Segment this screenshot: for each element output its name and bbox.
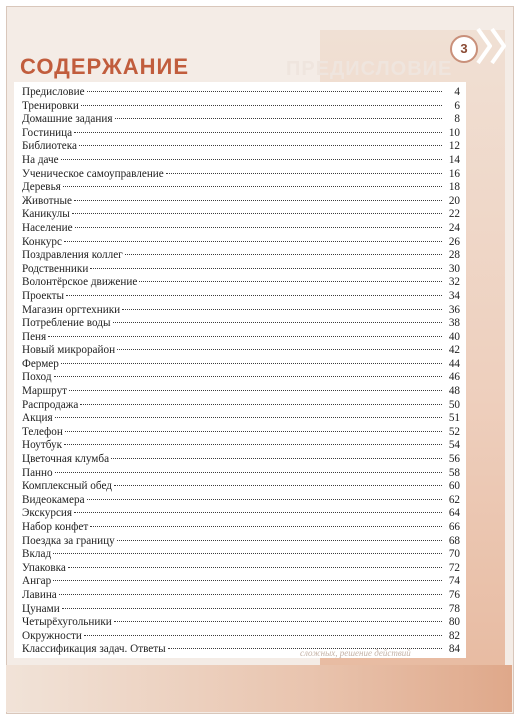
toc-entry[interactable] [22, 113, 460, 127]
dot-leader [75, 227, 442, 228]
toc-entry-title: Цветочная клумба [22, 453, 110, 466]
dot-leader [114, 485, 442, 486]
toc-entry-page: 72 [448, 561, 460, 574]
toc-entry-title: Поход [22, 371, 52, 384]
toc-entry-title: Окружности [22, 629, 82, 642]
toc-entry[interactable] [22, 467, 460, 481]
toc-entry-page: 74 [448, 575, 460, 588]
toc-entry-title: Классификация задач. Ответы [22, 643, 166, 656]
toc-entry[interactable] [22, 562, 460, 576]
toc-entry-page: 70 [448, 548, 460, 561]
dot-leader [74, 200, 442, 201]
toc-entry[interactable] [22, 371, 460, 385]
toc-entry[interactable] [22, 304, 460, 318]
dot-leader [113, 322, 443, 323]
dot-leader [62, 608, 442, 609]
toc-entry-page: 8 [454, 113, 460, 126]
toc-entry-page: 64 [448, 507, 460, 520]
toc-entry[interactable] [22, 290, 460, 304]
toc-entry-page: 20 [448, 194, 460, 207]
toc-entry-page: 58 [448, 466, 460, 479]
dot-leader [64, 241, 442, 242]
toc-entry[interactable] [22, 344, 460, 358]
toc-entry-page: 84 [448, 643, 460, 656]
toc-entry[interactable] [22, 494, 460, 508]
toc-entry-title: Акция [22, 412, 53, 425]
toc-entry[interactable] [22, 630, 460, 644]
toc-entry[interactable] [22, 236, 460, 250]
toc-entry-title: Ученическое самоуправление [22, 167, 164, 180]
toc-entry-page: 6 [454, 99, 460, 112]
toc-entry[interactable] [22, 548, 460, 562]
toc-entry-title: Поздравления коллег [22, 249, 123, 262]
toc-entry[interactable] [22, 263, 460, 277]
toc-entry-page: 54 [448, 439, 460, 452]
toc-entry-page: 56 [448, 453, 460, 466]
toc-entry-title: Панно [22, 466, 53, 479]
dot-leader [111, 458, 442, 459]
toc-entry[interactable] [22, 399, 460, 413]
toc-entry-page: 38 [448, 317, 460, 330]
toc-entry-page: 12 [448, 140, 460, 153]
page-number-badge: 3 [450, 35, 478, 63]
dot-leader [166, 173, 442, 174]
toc-entry-page: 42 [448, 344, 460, 357]
toc-entry-title: Конкурс [22, 235, 62, 248]
toc-entry-page: 68 [448, 534, 460, 547]
toc-entry-title: Маршрут [22, 385, 68, 398]
toc-entry[interactable] [22, 140, 460, 154]
dot-leader [63, 186, 442, 187]
dot-leader [68, 567, 442, 568]
toc-entry-page: 46 [448, 371, 460, 384]
dot-leader [80, 404, 442, 405]
toc-entry[interactable] [22, 222, 460, 236]
dot-leader [61, 363, 442, 364]
toc-entry[interactable] [22, 535, 460, 549]
dot-leader [53, 553, 442, 554]
dot-leader [139, 281, 442, 282]
toc-entry-title: Родственники [22, 262, 89, 275]
toc-entry-page: 78 [448, 602, 460, 615]
toc-entry-page: 18 [448, 181, 460, 194]
dot-leader [64, 444, 442, 445]
dot-leader [84, 635, 442, 636]
dot-leader [74, 512, 442, 513]
toc-entry-title: Видеокамера [22, 493, 85, 506]
toc-entry-page: 51 [448, 412, 460, 425]
toc-entry-page: 52 [448, 425, 460, 438]
toc-entry-title: Пеня [22, 330, 47, 343]
toc-entry-title: Набор конфет [22, 521, 89, 533]
dot-leader [65, 431, 442, 432]
toc-entry[interactable] [22, 603, 460, 617]
toc-entry-page: 24 [448, 221, 460, 234]
dot-leader [115, 118, 443, 119]
toc-entry-page: 50 [448, 398, 460, 411]
dot-leader [117, 540, 442, 541]
toc-entry-title: Тренировки [22, 99, 79, 112]
toc-entry-title: Домашние задания [22, 113, 113, 126]
toc-entry[interactable] [22, 276, 460, 290]
dot-leader [90, 268, 442, 269]
toc-entry[interactable] [22, 453, 460, 467]
dot-leader [117, 349, 442, 350]
toc-entry-title: Проекты [22, 289, 65, 302]
dot-leader [79, 145, 442, 146]
dot-leader [61, 159, 442, 160]
dot-leader [122, 309, 442, 310]
toc-entry[interactable] [22, 195, 460, 209]
toc-entry-page: 26 [448, 235, 460, 248]
toc-entry[interactable] [22, 208, 460, 222]
toc-entry-title: Четырёхугольники [22, 616, 112, 629]
toc-entry-title: Животные [22, 194, 73, 207]
toc-entry[interactable] [22, 521, 460, 535]
dot-leader [55, 417, 442, 418]
toc-entry-page: 14 [448, 153, 460, 166]
toc-entry-page: 36 [448, 303, 460, 316]
toc-entry[interactable] [22, 412, 460, 426]
dot-leader [72, 213, 442, 214]
toc-entry-title: Новый микрорайон [22, 344, 116, 357]
toc-entry[interactable] [22, 317, 460, 331]
dot-leader [54, 376, 442, 377]
dot-leader [74, 132, 442, 133]
toc-entry-page: 44 [448, 357, 460, 370]
toc-entry-title: Упаковка [22, 561, 66, 574]
toc-entry-title: Каникулы [22, 208, 70, 221]
toc-entry-page: 4 [454, 86, 460, 98]
toc-entry-page: 28 [448, 249, 460, 262]
toc-entry[interactable] [22, 480, 460, 494]
toc-entry[interactable] [22, 575, 460, 589]
dot-leader [81, 105, 442, 106]
toc-entry[interactable] [22, 385, 460, 399]
dot-leader [55, 472, 442, 473]
dot-leader [69, 390, 442, 391]
toc-entry[interactable] [22, 439, 460, 453]
toc-entry-title: Поездка за границу [22, 534, 115, 547]
toc-entry-page: 82 [448, 629, 460, 642]
toc-entry-title: Экскурсия [22, 507, 73, 520]
toc-entry[interactable] [22, 249, 460, 263]
dot-leader [59, 594, 442, 595]
toc-entry[interactable] [22, 589, 460, 603]
toc-entry[interactable] [22, 426, 460, 440]
toc-entry[interactable] [22, 331, 460, 345]
toc-entry[interactable] [22, 358, 460, 372]
toc-entry-title: Цунами [22, 602, 60, 615]
toc-entry[interactable] [22, 507, 460, 521]
toc-entry-title: Ноутбук [22, 439, 63, 452]
toc-entry-page: 40 [448, 330, 460, 343]
dot-leader [87, 499, 442, 500]
toc-entry[interactable] [22, 154, 460, 168]
toc-entry-page: 60 [448, 480, 460, 493]
toc-entry-title: Ангар [22, 575, 52, 588]
toc-entry[interactable] [22, 168, 460, 182]
toc-entry[interactable] [22, 181, 460, 195]
toc-entry-title: Лавина [22, 588, 57, 601]
dot-leader [87, 91, 442, 92]
toc-entry-page: 62 [448, 493, 460, 506]
toc-entry[interactable] [22, 616, 460, 630]
ghost-footer-text: сложных, решение действий [300, 648, 411, 658]
table-of-contents [22, 86, 460, 657]
dot-leader [53, 580, 442, 581]
chevron-right-icon [490, 27, 506, 65]
toc-entry-title: Фермер [22, 357, 59, 370]
toc-entry-page: 30 [448, 262, 460, 275]
toc-entry-title: Гостиница [22, 126, 73, 139]
toc-entry-title: Библиотека [22, 140, 77, 153]
ghost-heading: ПРЕДИСЛОВИЕ [286, 58, 453, 80]
dot-leader [90, 526, 442, 527]
toc-entry-title: Магазин оргтехники [22, 303, 121, 316]
toc-entry-page: 22 [448, 208, 460, 221]
bottom-decorative-band [6, 665, 512, 712]
dot-leader [125, 254, 442, 255]
toc-entry-page: 16 [448, 167, 460, 180]
toc-entry-page: 34 [448, 289, 460, 302]
toc-entry-title: Потребление воды [22, 317, 111, 330]
toc-entry-page: 76 [448, 588, 460, 601]
toc-entry-title: На даче [22, 153, 59, 166]
toc-entry-title: Деревья [22, 181, 61, 194]
page-title: СОДЕРЖАНИЕ [20, 54, 190, 79]
toc-entry-title: Население [22, 221, 73, 234]
toc-entry-page: 10 [448, 126, 460, 139]
toc-entry-page: 48 [448, 385, 460, 398]
toc-entry[interactable] [22, 86, 460, 100]
dot-leader [48, 336, 442, 337]
toc-entry-title: Распродажа [22, 398, 79, 411]
toc-entry-page: 66 [448, 521, 460, 533]
toc-entry[interactable] [22, 100, 460, 114]
toc-entry-page: 80 [448, 616, 460, 629]
dot-leader [66, 295, 442, 296]
toc-entry-title: Комплексный обед [22, 480, 112, 493]
toc-entry[interactable] [22, 127, 460, 141]
toc-entry-title: Волонтёрское движение [22, 276, 138, 289]
toc-entry-title: Вклад [22, 548, 52, 561]
toc-entry-page: 32 [448, 276, 460, 289]
toc-entry-title: Предисловие [22, 86, 85, 98]
toc-entry-title: Телефон [22, 425, 63, 438]
dot-leader [114, 621, 442, 622]
